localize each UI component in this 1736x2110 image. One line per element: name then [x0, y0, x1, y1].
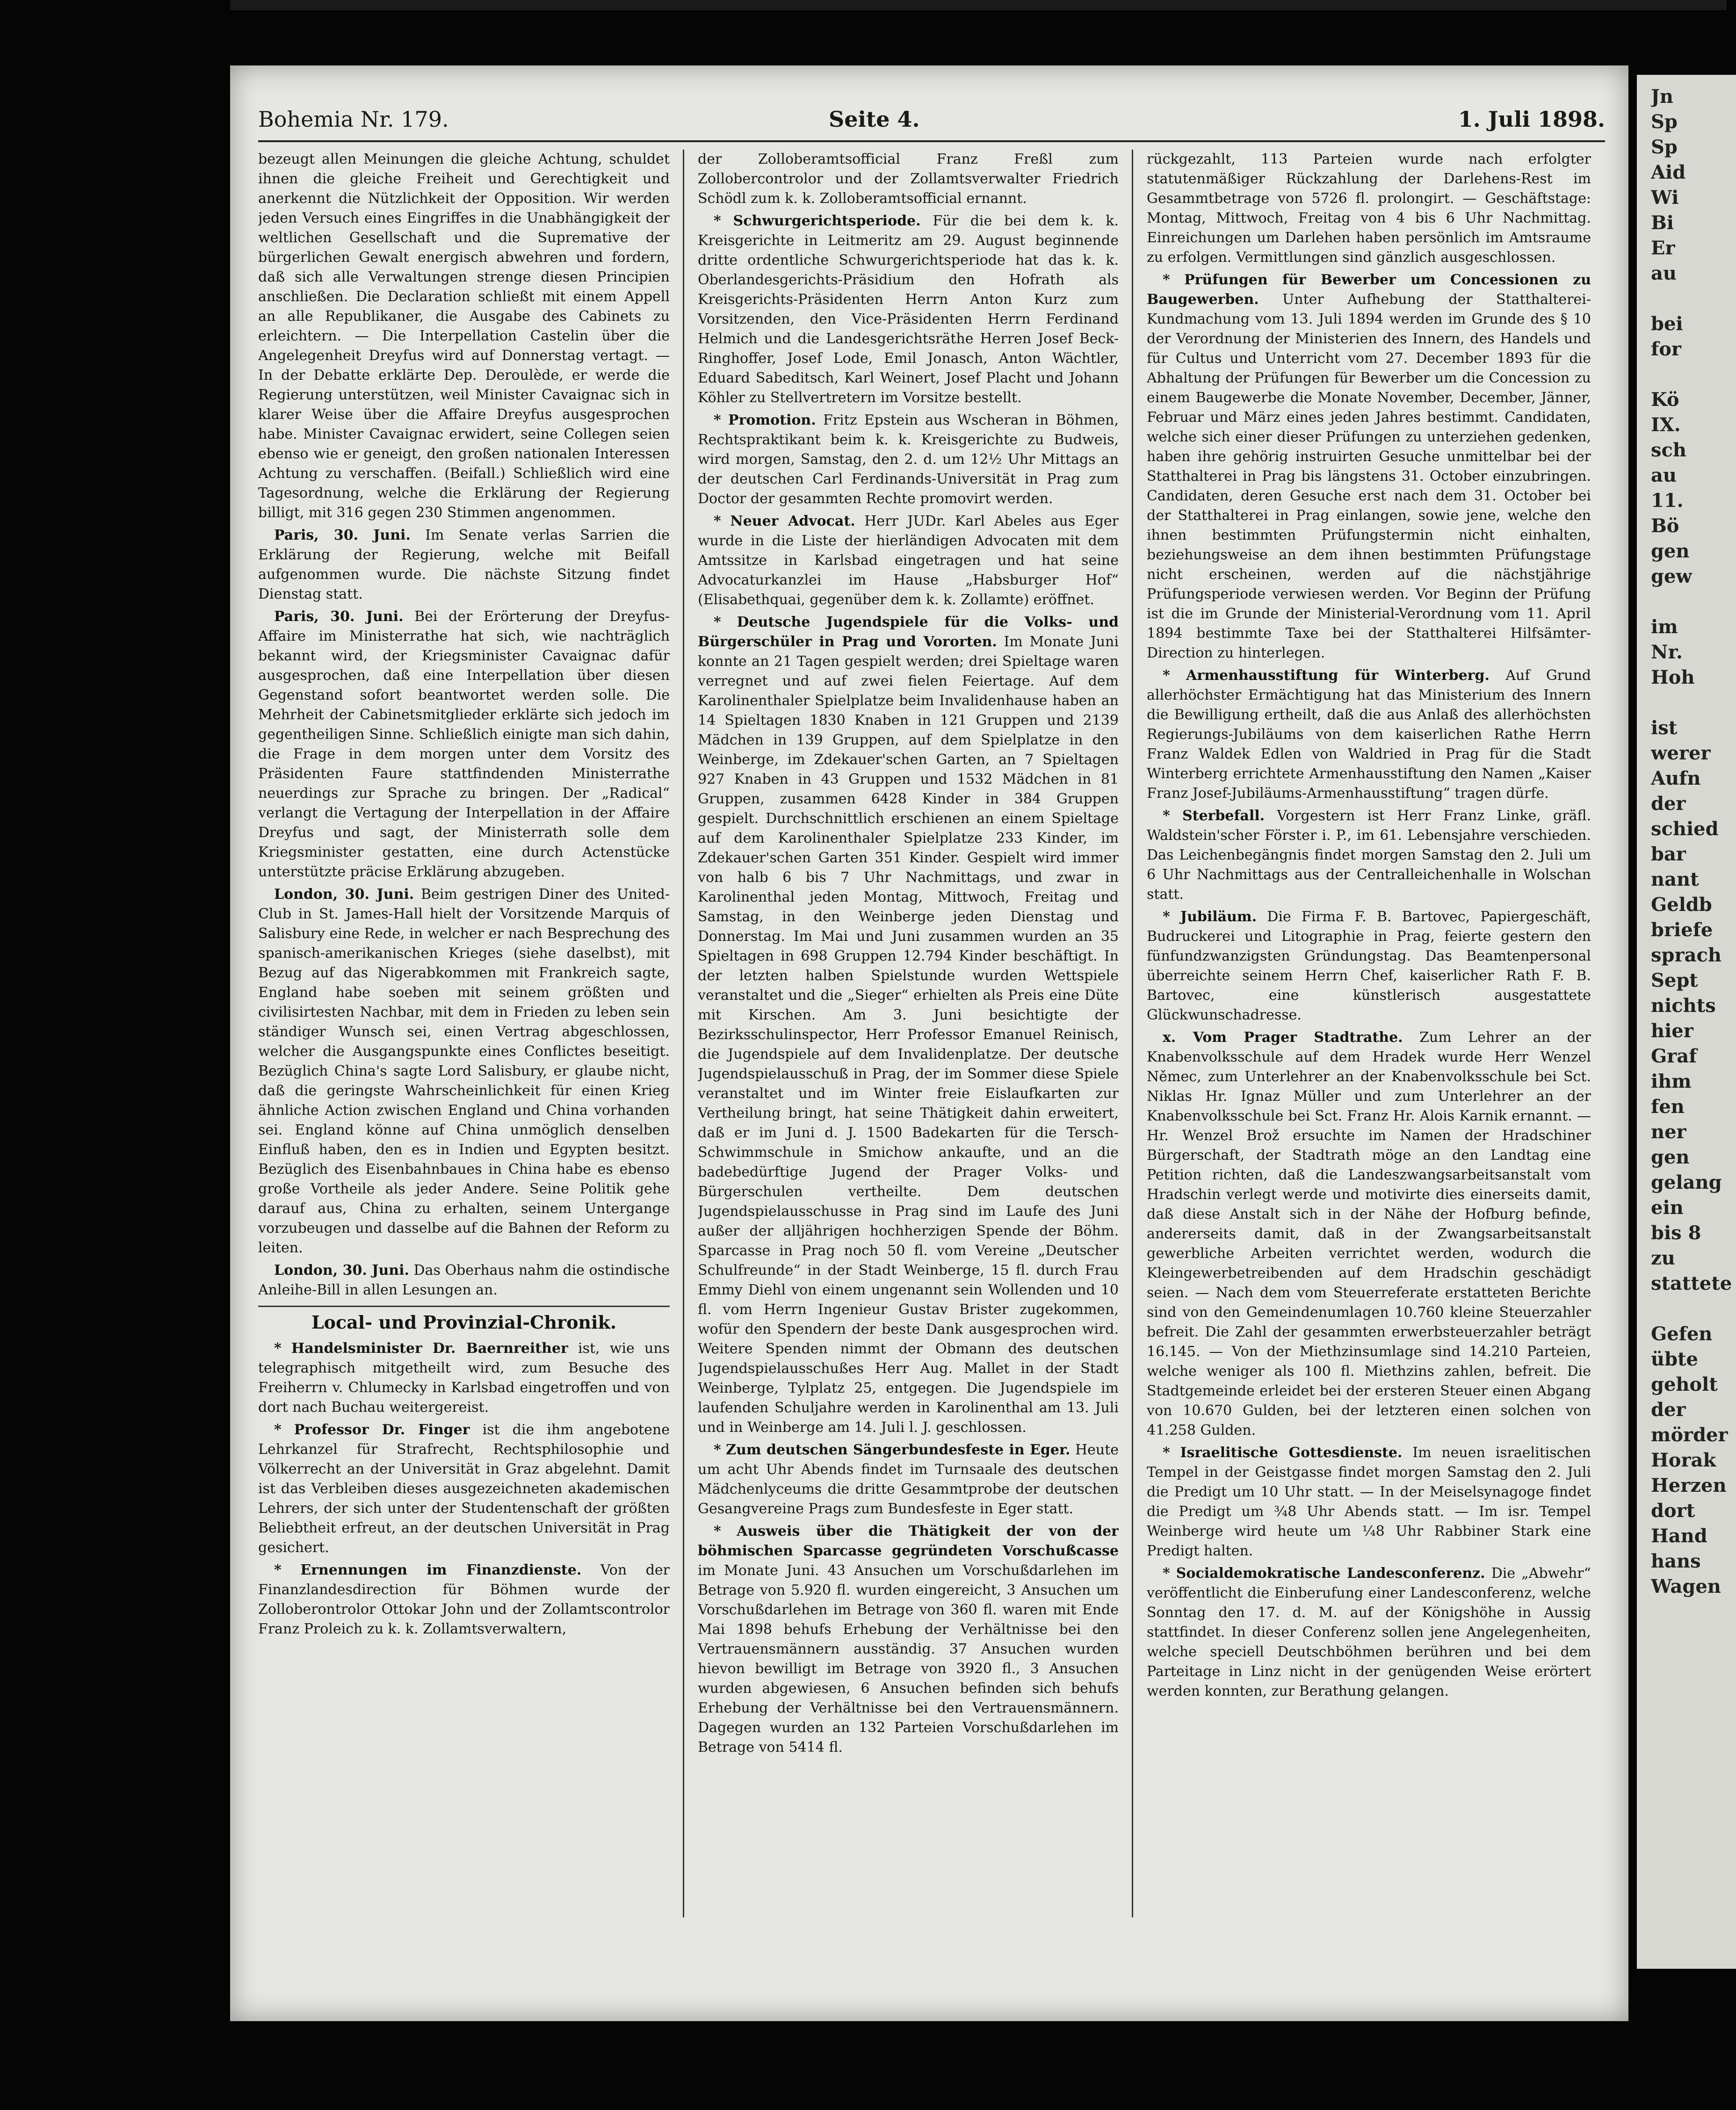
fragment-line: for [1651, 338, 1681, 360]
news-body: Herr JUDr. Karl Abeles aus Eger wurde in die Liste der hierländigen Advocaten mit dem Amtssitze in Karlsbad eingetragen und hat seine Advocaturkanzlei im Hause „Habsburger Hof“ (Elisabethquai, gegenüber dem k. k. Zollamte) eröffnet. [698, 513, 1119, 608]
fragment-line [1651, 286, 1735, 311]
fragment-line: bar [1651, 843, 1686, 865]
previous-page-edge [230, 0, 1727, 10]
fragment-line: gelang [1651, 1171, 1722, 1193]
fragment-line [1651, 1296, 1735, 1322]
fragment-line: Geldb [1651, 894, 1712, 916]
column-divider [1132, 150, 1133, 1917]
item-title: Zum deutschen Sängerbundesfeste in Eger. [726, 1442, 1071, 1458]
item-title: Socialdemokratische Landesconferenz. [1176, 1565, 1485, 1582]
item-title: Sterbefall. [1182, 808, 1265, 824]
item-title: Ernennungen im Finanzdienste. [300, 1562, 582, 1578]
news-item [258, 526, 670, 604]
newspaper-issue: Bohemia Nr. 179. [258, 107, 449, 132]
dateline: Paris, 30. Juni. [274, 527, 411, 543]
item-title: Professor Dr. Finger [294, 1422, 470, 1438]
news-body: Heute um acht Uhr Abends findet im Turnsaale des deutschen Mädchenlyceums die dritte Gesammtprobe der deutschen Gesangvereine Prags zum Bundesfeste in Eger statt. [698, 1442, 1119, 1517]
news-body: Im Monate Juni konnte an 21 Tagen gespielt werden; drei Spieltage waren verregnet und auf zwei fielen Feiertage. Auf dem Karolinenthaler Spielplatze beim Invalidenhause haben an 14 Spieltagen 1830 Knaben in 121 Gruppen und 2139 Mädchen in 139 Gruppen, auf dem Spielplatze in den Weinberge, im Zdekauer'schen Garten, an 7 Spieltagen 927 Knaben in 43 Gruppen und 1532 Mädchen in 81 Gruppen, zusammen 6428 Kinder in 384 Gruppen gespielt. Durchschnittlich erschienen an einem Spieltage auf dem Karolinenthaler Spielplatze 233 Kinder, im Zdekauer'schen Garten 351 Kinder. Gespielt wird immer von halb 6 bis 7 Uhr Nachmittags, und zwar in Karolinenthal jeden Montag, Mittwoch, Freitag und Samstag, in den Weinberge jeden Dienstag und Donnerstag. Im Mai und Juni zusammen wurden an 35 Spieltagen in 698 Gruppen 12.794 Kinder beschäftigt. In der letzten halben Spielstunde wurden Wettspiele veranstaltet und die „Sieger“ erhielten als Preis eine Düte mit Kirschen. Am 3. Juni besichtigte der Bezirksschulinspector, Herr Professor Emanuel Reinisch, die Jugendspiele auf dem Invalidenplatze. Der deutsche Jugendspielausschuß in Prag, der im Sommer diese Spiele veranstaltet und im Winter freie Eislaufkarten zur Vertheilung bringt, hat seine Thätigkeit dahin erweitert, daß er im Juni d. J. 1500 Badekarten für die Tersch-Schwimmschule in Smichow ankaufte, und an die badebedürftige Jugend der Prager Volks- und Bürgerschulen vertheilte. Dem deutschen Jugendspielausschusse in Prag sind im Laufe des Juni außer der alljährigen hochherzigen Spende der Böhm. Sparcasse in Prag noch 50 fl. vom Vereine „Deutscher Schulfreunde“ in der Stadt Weinberge, 15 fl. durch Frau Emmy Diehl von einem ungenannt sein Wollenden und 10 fl. vom Herrn Ingenieur Gustav Brister zugekommen, wofür den Spendern der beste Dank ausgesprochen wird. Weitere Spenden nimmt der Obmann des deutschen Jugendspielausschußes Herr Aug. Mallet in der Stadt Weinberge, Tylplatz 25, entgegen. Die Jugendspiele im laufenden Schuljahre werden in Karolinenthal am 13. Juli und in Weinberge am 14. Juli l. J. geschlossen. [698, 634, 1119, 1436]
fragment-line: ihm [1651, 1070, 1692, 1092]
article-continuation: bezeugt allen Meinungen die gleiche Achtung, schuldet ihnen die gleiche Freiheit und Gerechtigkeit und anerkennt die Nützlichkeit der Opposition. Wir werden jeden Versuch eines Eingriffes in die Unabhängigkeit der weltlichen Gesellschaft und die Supremative der bürgerlichen Gewalt energisch abwehren und fordern, daß sich alle Verwaltungen strenge diesen Principien anschließen. Die Declaration schließt mit einem Appell an alle Republikaner, die Ausgabe des Cabinets zu erleichtern. — Die Interpellation Castelin über die Angelegenheit Dreyfus wird auf Donnerstag vertagt. — In der Debatte erklärte Dep. Deroulède, er werde die Regierung unterstützen, weil Minister Cavaignac sich in klarer Weise über die Affaire Dreyfus ausgesprochen habe. Minister Cavaignac erwidert, seine Collegen seien ebenso wie er geneigt, den großen nationalen Interessen Achtung zu verschaffen. (Beifall.) Schließlich wird eine Tagesordnung, welche die Erklärung der Regierung billigt, mit 316 gegen 230 Stimmen angenommen. [258, 151, 670, 521]
fragment-line: schied [1651, 818, 1719, 840]
fragment-line: briefe [1651, 919, 1713, 941]
news-item [258, 1261, 670, 1300]
newspaper-page [230, 65, 1628, 2021]
fragment-line: mörder [1651, 1424, 1728, 1446]
news-body: Im neuen israelitischen Tempel in der Geistgasse findet morgen Samstag den 2. Juli die Predigt um 10 Uhr statt. — In der Meiselsynagoge findet die Predigt um ¾8 Uhr Abends statt. — Im isr. Tempel Weinberge wird heute um ¼8 Uhr Rabbiner Stark eine Predigt halten. [1147, 1445, 1591, 1559]
news-body: Zum Lehrer an der Knabenvolksschule auf dem Hradek wurde Herr Wenzel Němec, zum Unterlehrer an der Knabenvolksschule bei Sct. Niklas Hr. Ignaz Müller und zum Unterlehrer an der Knabenvolksschule bei Sct. Franz Hr. Alois Karnik ernannt. — Hr. Wenzel Brož ersuchte im Namen der Hradschiner Bürgerschaft, der Stadtrath möge an den Landtag eine Petition richten, daß die Landeszwangsarbeitsanstalt vom Hradschin verlegt werde und motivirte dies einerseits damit, daß diese Anstalt sich in der Nähe der Hofburg befinde, andererseits damit, daß in der Zwangsarbeitsanstalt gewerbliche Arbeiten verrichtet werden, wodurch die Kleingewerbetreibenden auf dem Hradschin geschädigt seien. — Nach dem vom Steuerreferate erstatteten Berichte sind von den Gemeindenumlagen 10.760 kleine Steuerzahler befreit. Die Zahl der gesammten erwerbsteuerzahler beträgt 16.145. — Von der Miethzinsumlage sind 14.210 Parteien, welche weniger als 100 fl. Miethzins zahlen, befreit. Die Stadtgemeinde erleidet bei der ersteren Steuer einen Abgang von 10.670 Gulden, bei der letzteren einen solchen von 41.258 Gulden. [1147, 1029, 1591, 1438]
fragment-line: sch [1651, 439, 1686, 461]
header-rule [258, 140, 1605, 142]
news-body: ist die ihm angebotene Lehrkanzel für Strafrecht, Rechtsphilosophie und Völkerrecht an der Universität in Graz abgelehnt. Damit ist das Verbleiben dieses ausgezeichneten akademischen Lehrers, der sich unter der Studentenschaft der größten Beliebtheit erfreut, an der deutschen Universität in Prag gesichert. [258, 1422, 670, 1556]
fragment-line: Bö [1651, 515, 1679, 537]
news-item: * Jubiläum. Die Firma F. B. Bartovec, Papiergeschäft, Budruckerei und Litographie in Prag, feierte gestern den fünfundzwanzigsten Gründungstag. Das Beamtenpersonal überreichte seinem Herrn Chef, kaiserlicher Rath F. B. Bartovec, eine künstlerisch ausgestattete Glückwunschadresse. [1147, 909, 1591, 1023]
fragment-line: Herzen [1651, 1474, 1727, 1496]
item-title: Neuer Advocat. [730, 513, 855, 529]
fragment-line: 11. [1651, 490, 1684, 512]
fragment-line: Sept [1651, 969, 1698, 991]
column-right [1147, 150, 1591, 1917]
item-title: Armenhausstiftung für Winterberg. [1186, 667, 1490, 684]
page-header [258, 103, 1605, 136]
next-page-edge [1637, 75, 1736, 1969]
fragment-line: dort [1651, 1500, 1695, 1522]
fragment-line [1651, 690, 1735, 715]
fragment-line: ner [1651, 1121, 1686, 1143]
dateline: London, 30. Juni. [274, 1262, 409, 1279]
item-title: Handelsminister Dr. Baernreither [291, 1340, 568, 1357]
fragment-line: Er [1651, 237, 1675, 259]
fragment-line: geholt [1651, 1373, 1718, 1395]
fragment-line: Sp [1651, 111, 1678, 133]
fragment-line: Wi [1651, 187, 1679, 209]
fragment-line: bis 8 [1651, 1222, 1701, 1244]
news-body: Von der Finanzlandesdirection für Böhmen wurde der Zolloberontrolor Ottokar John und der Zollamtscontrolor Franz Proleich zu k. k. Zollamtsverwaltern, [258, 1562, 670, 1637]
news-item: * Deutsche Jugendspiele für die Volks- und Bürgerschüler in Prag und Vororten. Im Monate Juni konnte an 21 Tagen gespielt werden; drei Spieltage waren verregnet und auf zwei fielen Feiertage. Auf dem Karolinenthaler Spielplatze beim Invalidenhause haben an 14 Spieltagen 1830 Knaben in 121 Gruppen und 2139 Mädchen in 139 Gruppen, auf dem Spielplatze in den Weinberge, im Zdekauer'schen Garten, an 7 Spieltagen 927 Knaben in 43 Gruppen und 1532 Mädchen in 81 Gruppen, zusammen 6428 Kinder in 384 Gruppen gespielt. Durchschnittlich erschienen an einem Spieltage auf dem Karolinenthaler Spielplatze 233 Kinder, im Zdekauer'schen Garten 351 Kinder. Gespielt wird immer von halb 6 bis 7 Uhr Nachmittags, und zwar in Karolinenthal jeden Montag, Mittwoch, Freitag und Samstag, in den Weinberge jeden Dienstag und Donnerstag. Im Mai und Juni zusammen wurden an 35 Spieltagen in 698 Gruppen 12.794 Kinder beschäftigt. In der letzten halben Spielstunde wurden Wettspiele veranstaltet und die „Sieger“ erhielten als Preis eine Düte mit Kirschen. Am 3. Juni besichtigte der Bezirksschulinspector, Herr Professor Emanuel Reinisch, die Jugendspiele auf dem Invalidenplatze. Der deutsche Jugendspielausschuß in Prag, der im Sommer diese Spiele veranstaltet und im Winter freie Eislaufkarten zur Vertheilung bringt, hat seine Thätigkeit dahin erweitert, daß er im Juni d. J. 1500 Badekarten für die Tersch-Schwimmschule in Smichow ankaufte, und an die badebedürftige Jugend der Prager Volks- und Bürgerschulen vertheilte. Dem deutschen Jugendspielausschusse in Prag sind im Laufe des Juni außer der alljährigen hochherzigen Spende der Böhm. Sparcasse in Prag noch 50 fl. vom Vereine „Deutscher Schulfreunde“ in der Stadt Weinberge, 15 fl. durch Frau Emmy Diehl von einem ungenannt sein Wollenden und 10 fl. vom Herrn Ingenieur Gustav Brister zugekommen, wofür den Spendern der beste Dank ausgesprochen wird. Weitere Spenden nimmt der Obmann des deutschen Jugendspielausschußes Herr Aug. Mallet in der Stadt Weinberge, Tylplatz 25, entgegen. Die Jugendspiele im laufenden Schuljahre werden in Karolinenthal am 13. Juli und in Weinberge am 14. Juli l. J. geschlossen. [698, 614, 1119, 1436]
news-item: * Prüfungen für Bewerber um Concessionen zu Baugewerben. Unter Aufhebung der Statthalterei-Kundmachung vom 13. Juli 1894 werden im Grunde des § 10 der Verordnung der Ministerien des Innern, des Handels und für Cultus und Unterricht vom 27. December 1893 für die Abhaltung der Prüfungen für Bewerber um die Concession zu einem Baugewerbe die Monate November, December, Jänner, Februar und März eines jeden Jahres bestimmt. Candidaten, welche sich einer dieser Prüfungen zu unterziehen gedenken, haben ihre gehörig instruirten Gesuche unmittelbar bei der Statthalterei in Prag bis längstens 31. October einzubringen. Candidaten, deren Gesuche erst nach dem 31. October bei der Statthalterei in Prag einlangen, sowie jene, welche den ihnen bestimmten Prüfungstermin nicht einhalten, beziehungsweise an dem ihnen bestimmten Prüfungstage nicht erscheinen, werden auf die nächstjährige Prüfungsperiode verwiesen werden. Vor Beginn der Prüfung ist die im Grunde der Ministerial-Verordnung vom 11. April 1894 bestimmte Taxe bei der Statthalterei Hilfsämter-Direction zu hinterlegen. [1147, 272, 1591, 661]
fragment-line: nichts [1651, 995, 1716, 1017]
news-item: * Ausweis über die Thätigkeit der von der böhmischen Sparcasse gegründeten Vorschußcasse im Monate Juni. 43 Ansuchen um Vorschußdarlehen im Betrage von 5.920 fl. wurden eingereicht, 3 Ansuchen um Vorschußdarlehen im Betrage von 360 fl. waren mit Ende Mai 1898 behufs Erhebung der Verhältnisse bei den Vertrauensmännern ausständig. 37 Ansuchen wurden hievon bewilligt im Betrage von 3920 fl., 3 Ansuchen wurden abgewiesen, 6 Ansuchen befinden sich behufs Erhebung der Verhältnisse bei den Vertrauensmännern. Dagegen wurden an 132 Parteien Vorschußdarlehen im Betrage von 5414 fl. [698, 1523, 1119, 1756]
news-item: * Zum deutschen Sängerbundesfeste in Eger. Heute um acht Uhr Abends findet im Turnsaale des deutschen Mädchenlyceums die dritte Gesammtprobe der deutschen Gesangvereine Prags zum Bundesfeste in Eger statt. [698, 1442, 1119, 1517]
news-body: Bei der Erörterung der Dreyfus-Affaire im Ministerrathe hat sich, wie nachträglich bekannt wird, der Kriegsminister Cavaignac dafür ausgesprochen, daß eine Interpellation über diesen Gegenstand sofort beantwortet werden solle. Die Mehrheit der Cabinetsmitglieder erklärte sich jedoch im gegentheiligen Sinne. Schließlich einigte man sich dahin, die Frage in dem morgen unter dem Vorsitz des Präsidenten Faure stattfindenden Ministerrathe neuerdings zur Sprache zu bringen. Der „Radical“ verlangt die Vertagung der Interpellation in der Affaire Dreyfus und sagt, der Ministerrath solle dem Kriegsminister gestatten, eine durch Actenstücke unterstützte präcise Erklärung abzugeben. [258, 608, 670, 880]
fragment-line: Wagen [1651, 1575, 1721, 1597]
fragment-line: Kö [1651, 389, 1679, 411]
dateline: London, 30. Juni. [274, 886, 414, 903]
fragment-line: Gefen [1651, 1323, 1713, 1345]
column-left [258, 150, 670, 1917]
article-continuation: rückgezahlt, 113 Parteien wurde nach erfolgter statutenmäßiger Rückzahlung der Darlehens-Rest im Gesammtbetrage von 5726 fl. prolongirt. — Geschäftstage: Montag, Mittwoch, Freitag von 4 bis 6 Uhr Nachmittag. Einreichungen um Darlehen haben persönlich im Amtsraume zu erfolgen. Vermittlungen sind gänzlich ausgeschlossen. [1147, 151, 1591, 266]
fragment-line: Aid [1651, 161, 1686, 183]
fragment-line: IX. [1651, 414, 1681, 436]
fragment-line: Nr. [1651, 641, 1683, 663]
fragment-line: au [1651, 464, 1677, 486]
news-item: * Schwurgerichtsperiode. Für die bei dem k. k. Kreisgerichte in Leitmeritz am 29. August beginnende dritte ordentliche Schwurgerichtsperiode hat das k. k. Oberlandesgerichts-Präsidium den Hofrath als Kreisgerichts-Präsidenten Herrn Anton Kurz zum Vorsitzenden, den Vice-Präsidenten Herrn Ferdinand Helmich und die Landesgerichtsräthe Herren Josef Beck-Ringhoffer, Josef Lode, Emil Jonasch, Anton Wächtler, Eduard Sabeditsch, Karl Weinert, Josef Placht und Johann Köhler zu Stellvertretern im Vorsitze bestellt. [698, 213, 1119, 406]
news-item: * Promotion. Fritz Epstein aus Wscheran in Böhmen, Rechtspraktikant beim k. k. Kreisgerichte zu Budweis, wird morgen, Samstag, den 2. d. um 12½ Uhr Mittags an der deutschen Carl Ferdinands-Universität in Prag zum Doctor der gesammten Rechte promovirt werden. [698, 412, 1119, 507]
news-item: * Professor Dr. Finger ist die ihm angebotene Lehrkanzel für Strafrecht, Rechtsphilosophie und Völkerrecht an der Universität in Graz abgelehnt. Damit ist das Verbleiben dieses ausgezeichneten akademischen Lehrers, der sich unter der Studentenschaft der größten Beliebtheit erfreut, an der deutschen Universität in Prag gesichert. [258, 1422, 670, 1556]
news-item: * Socialdemokratische Landesconferenz. Die „Abwehr“ veröffentlicht die Einberufung einer Landesconferenz, welche Sonntag den 17. d. M. auf der Königshöhe in Aussig stattfindet. In dieser Conferenz sollen jene Angelegenheiten, welche speciell Deutschböhmen berühren und bei dem Parteitage in Linz nicht in der genügenden Weise erörtert werden konnten, zur Berathung gelangen. [1147, 1565, 1591, 1699]
fragment-line: Jn [1651, 86, 1674, 108]
fragment-line: ein [1651, 1197, 1684, 1219]
news-body: im Monate Juni. 43 Ansuchen um Vorschußdarlehen im Betrage von 5.920 fl. wurden eingereicht, 3 Ansuchen um Vorschußdarlehen im Betrage von 360 fl. waren mit Ende Mai 1898 behufs Erhebung der Verhältnisse bei den Vertrauensmännern ausständig. 37 Ansuchen wurden hievon bewilligt im Betrage von 3920 fl., 3 Ansuchen wurden abgewiesen, 6 Ansuchen befinden sich behufs Erhebung der Verhältnisse bei den Vertrauensmännern. Dagegen wurden an 132 Parteien Vorschußdarlehen im Betrage von 5414 fl. [698, 1562, 1119, 1756]
fragment-line [1651, 589, 1735, 614]
news-body: Fritz Epstein aus Wscheran in Böhmen, Rechtspraktikant beim k. k. Kreisgerichte zu Budweis, wird morgen, Samstag, den 2. d. um 12½ Uhr Mittags an der deutschen Carl Ferdinands-Universität in Prag zum Doctor der gesammten Rechte promovirt werden. [698, 412, 1119, 507]
next-page-text-fragments [1651, 84, 1735, 1599]
item-title: Israelitische Gottesdienste. [1180, 1445, 1403, 1461]
fragment-line: nant [1651, 868, 1699, 890]
news-item [258, 607, 670, 882]
item-title: Jubiläum. [1180, 909, 1257, 925]
news-item: * Israelitische Gottesdienste. Im neuen israelitischen Tempel in der Geistgasse findet morgen Samstag den 2. Juli die Predigt um 10 Uhr statt. — In der Meiselsynagoge findet die Predigt um ¾8 Uhr Abends statt. — Im isr. Tempel Weinberge wird heute um ¼8 Uhr Rabbiner Stark eine Predigt halten. [1147, 1445, 1591, 1559]
fragment-line: bei [1651, 313, 1683, 335]
fragment-line: fen [1651, 1096, 1685, 1118]
item-title: Prüfungen für Bewerber um Concessionen zu Baugewerben. [1147, 272, 1591, 308]
issue-date: 1. Juli 1898. [1458, 107, 1605, 132]
article-continuation: der Zolloberamtsofficial Franz Freßl zum Zollobercontrolor und der Zollamtsverwalter Friedrich Schödl zum k. k. Zolloberamtsofficial ernannt. [698, 151, 1119, 207]
column-divider [683, 150, 684, 1917]
fragment-line: gen [1651, 1146, 1690, 1168]
news-body: ist, wie uns telegraphisch mitgetheilt wird, zum Besuche des Freiherrn v. Chlumecky in Karlsbad eingetroffen und von dort nach Buchau weitergereist. [258, 1340, 670, 1416]
fragment-line: Graf [1651, 1045, 1697, 1067]
news-item: * Handelsminister Dr. Baernreither ist, wie uns telegraphisch mitgetheilt wird, zum Besuche des Freiherrn v. Chlumecky in Karlsbad eingetroffen und von dort nach Buchau weitergereist. [258, 1340, 670, 1416]
fragment-line: Aufn [1651, 767, 1701, 789]
fragment-line: der [1651, 1399, 1686, 1421]
fragment-line: Hand [1651, 1525, 1707, 1547]
fragment-line: im [1651, 616, 1678, 638]
news-item: * Sterbefall. Vorgestern ist Herr Franz Linke, gräfl. Waldstein'scher Förster i. P., im 61. Lebensjahre verschieden. Das Leichenbegängnis findet morgen Samstag den 2. Juli um 6 Uhr Nachmittags aus der Centralleichenhalle in Wolschan statt. [1147, 808, 1591, 903]
news-item [258, 885, 670, 1258]
news-body: Die Firma F. B. Bartovec, Papiergeschäft, Budruckerei und Litographie in Prag, feierte gestern den fünfundzwanzigsten Gründungstag. Das Beamtenpersonal überreichte seinem Herrn Chef, kaiserlicher Rath F. B. Bartovec, eine künstlerisch ausgestattete Glückwunschadresse. [1147, 909, 1591, 1023]
news-body: Vorgestern ist Herr Franz Linke, gräfl. Waldstein'scher Förster i. P., im 61. Lebensjahre verschieden. Das Leichenbegängnis findet morgen Samstag den 2. Juli um 6 Uhr Nachmittags aus der Centralleichenhalle in Wolschan statt. [1147, 808, 1591, 903]
dateline: Paris, 30. Juni. [274, 608, 404, 625]
fragment-line: werer [1651, 742, 1711, 764]
item-title: Promotion. [728, 412, 816, 428]
item-title: Deutsche Jugendspiele für die Volks- und Bürgerschüler in Prag und Vororten. [698, 614, 1119, 650]
news-body: Auf Grund allerhöchster Ermächtigung hat das Ministerium des Innern die Bewilligung ertheilt, daß die aus Anlaß des allerhöchsten Regierungs-Jubiläums von dem kaiserlichen Rathe Herrn Franz Waldek Edlen von Waldried in Prag für die Stadt Winterberg errichtete Armenhausstiftung den Namen „Kaiser Franz Josef-Jubiläums-Armenhausstiftung“ tragen dürfe. [1147, 667, 1591, 802]
news-body: Für die bei dem k. k. Kreisgerichte in Leitmeritz am 29. August beginnende dritte ordentliche Schwurgerichtsperiode hat das k. k. Oberlandesgerichts-Präsidium den Hofrath als Kreisgerichts-Präsidenten Herrn Anton Kurz zum Vorsitzenden, den Vice-Präsidenten Herrn Ferdinand Helmich und die Landesgerichtsräthe Herren Josef Beck-Ringhoffer, Josef Lode, Emil Jonasch, Anton Wächtler, Eduard Sabeditsch, Karl Weinert, Josef Placht und Johann Köhler zu Stellvertretern im Vorsitze bestellt. [698, 213, 1119, 406]
fragment-line: gen [1651, 540, 1690, 562]
fragment-line: sprach [1651, 944, 1722, 966]
fragment-line: der [1651, 793, 1686, 815]
news-body: Unter Aufhebung der Statthalterei-Kundmachung vom 13. Juli 1894 werden im Grunde des § 10 der Verordnung der Ministerien des Innern, des Handels und für Cultus und Unterricht vom 27. December 1893 für die Abhaltung der Prüfungen für Bewerber um die Concession zu einem Baugewerbe die Monate November, December, Jänner, Februar und März eines jeden Jahres bestimmt. Candidaten, welche sich einer dieser Prüfungen zu unterziehen gedenken, haben ihre gehörig instruirten Gesuche unmittelbar bei der Statthalterei in Prag bis längstens 31. October einzubringen. Candidaten, deren Gesuche erst nach dem 31. October bei der Statthalterei in Prag einlangen, sowie jene, welche den ihnen bestimmten Prüfungstermin nicht einhalten, beziehungsweise an dem ihnen bestimmten Prüfungstage nicht erscheinen, werden auf die nächstjährige Prüfungsperiode verwiesen werden. Vor Beginn der Prüfung ist die im Grunde der Ministerial-Verordnung vom 11. April 1894 bestimmte Taxe bei der Statthalterei Hilfsämter-Direction zu hinterlegen. [1147, 291, 1591, 661]
fragment-line: hans [1651, 1550, 1701, 1572]
fragment-line: hier [1651, 1020, 1693, 1042]
item-title: Ausweis über die Thätigkeit der von der böhmischen Sparcasse gegründeten Vorschußcasse [698, 1523, 1119, 1559]
column-middle [698, 150, 1119, 1917]
news-body: Im Senate verlas Sarrien die Erklärung der Regierung, welche mit Beifall aufgenommen wurde. Die nächste Sitzung findet Dienstag statt. [258, 527, 670, 602]
item-title: Schwurgerichtsperiode. [733, 213, 921, 229]
fragment-line: ist [1651, 717, 1678, 739]
news-body: Das Oberhaus nahm die ostindische Anleihe-Bill in allen Lesungen an. [258, 1262, 670, 1298]
fragment-line: au [1651, 262, 1677, 284]
news-item: * Ernennungen im Finanzdienste. Von der Finanzlandesdirection für Böhmen wurde der Zolloberontrolor Ottokar John und der Zollamtscontrolor Franz Proleich zu k. k. Zollamtsverwaltern, [258, 1562, 670, 1637]
news-item: * Armenhausstiftung für Winterberg. Auf Grund allerhöchster Ermächtigung hat das Ministerium des Innern die Bewilligung ertheilt, daß die aus Anlaß des allerhöchsten Regierungs-Jubiläums von dem kaiserlichen Rathe Herrn Franz Waldek Edlen von Waldried in Prag für die Stadt Winterberg errichtete Armenhausstiftung den Namen „Kaiser Franz Josef-Jubiläums-Armenhausstiftung“ tragen dürfe. [1147, 667, 1591, 802]
fragment-line: zu [1651, 1247, 1675, 1269]
news-item: * Neuer Advocat. Herr JUDr. Karl Abeles aus Eger wurde in die Liste der hierländigen Advocaten mit dem Amtssitze in Karlsbad eingetragen und hat seine Advocaturkanzlei im Hause „Habsburger Hof“ (Elisabethquai, gegenüber dem k. k. Zollamte) eröffnet. [698, 513, 1119, 608]
fragment-line: Horak [1651, 1449, 1716, 1471]
fragment-line: gew [1651, 565, 1692, 587]
fragment-line: stattete [1651, 1272, 1732, 1294]
fragment-line: übte [1651, 1348, 1698, 1370]
item-title: x. Vom Prager Stadtrathe. [1163, 1029, 1403, 1046]
page-number: Seite 4. [829, 107, 920, 132]
news-item [1147, 1028, 1591, 1440]
fragment-line: Bi [1651, 212, 1674, 234]
section-heading: Local- und Provinzial-Chronik. [258, 1306, 670, 1334]
fragment-line: Sp [1651, 136, 1678, 158]
news-body: Die „Abwehr“ veröffentlicht die Einberufung einer Landesconferenz, welche Sonntag den 17. d. M. auf der Königshöhe in Aussig stattfindet. In dieser Conferenz sollen jene Angelegenheiten, welche speciell Deutschböhmen berühren und bei dem Parteitage in Linz nicht in der genügenden Weise erörtert werden konnten, zur Berathung gelangen. [1147, 1565, 1591, 1699]
fragment-line: Hoh [1651, 666, 1695, 688]
fragment-line [1651, 362, 1735, 387]
news-body: Beim gestrigen Diner des United-Club in St. James-Hall hielt der Vorsitzende Marquis of Salisbury eine Rede, in welcher er nach Besprechung des spanisch-amerikanischen Krieges (siehe daselbst), mit Bezug auf das Nigerabkommen mit Frankreich sagte, England habe soeben mit seinem größten und civilisirtesten Nachbar, mit dem in Frieden zu leben sein ständiger Wunsch sei, einen Vertrag abgeschlossen, welcher die Ausgangspunkte eines Conflictes beseitigt. Bezüglich China's sagte Lord Salisbury, er glaube nicht, daß die geringste Wahrscheinlichkeit für einen Krieg ähnliche Action zwischen England und China vorhanden sei. England könne auf China unmöglich denselben Einfluß haben, den es in Indien und Egypten besitzt. Bezüglich des Eisenbahnbaues in China habe es ebenso große Vortheile als jeder Andere. Seine Politik gehe darauf aus, China zu erhalten, seinem Untergange vorzubeugen und dasselbe auf die Bahnen der Reform zu leiten. [258, 886, 670, 1256]
